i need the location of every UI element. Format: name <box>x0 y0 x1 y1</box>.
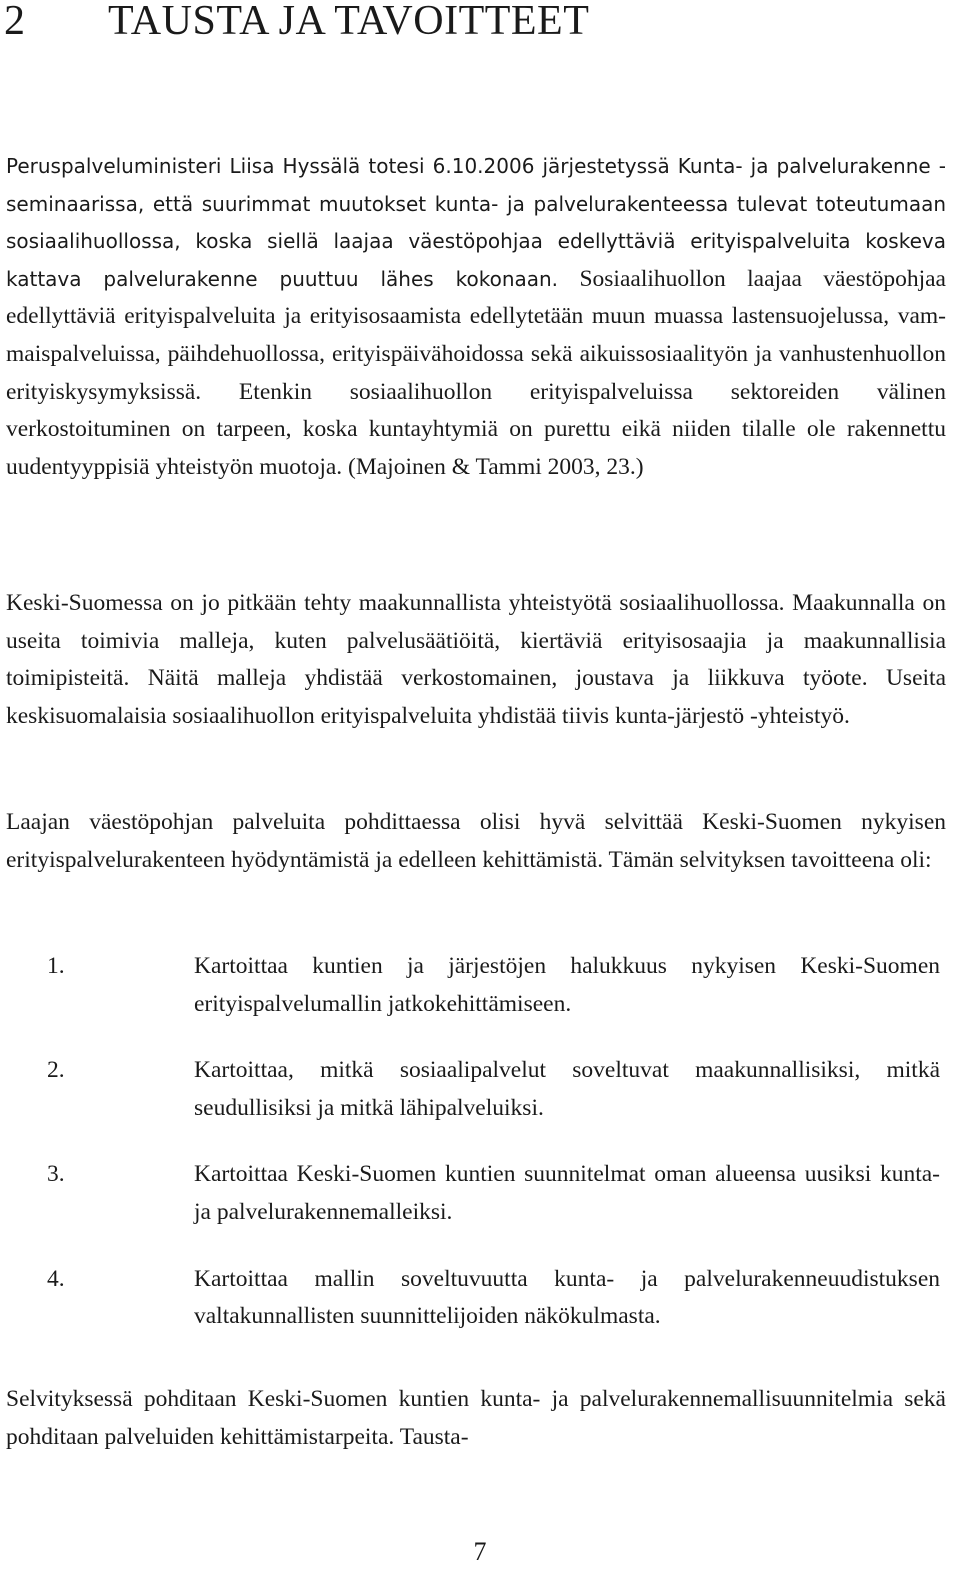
list-item-text: Kartoittaa Keski-Suomen kuntien suunnitelmat oman alueensa uusiksi kunta- ja palvelurakennemalleiksi. <box>194 1161 940 1225</box>
objectives-list <box>0 948 960 1365</box>
list-item-text: Kartoittaa, mitkä sosiaalipalvelut soveltuvat maakunnallisiksi, mitkä seudullisiksi ja mitkä lähipalveluiksi. <box>194 1057 940 1121</box>
paragraph-objectives-intro: Laajan väestöpohjan palveluita pohdittaessa olisi hyvä selvittää Keski-Suomen nykyisen erityispalvelurakenteen hyödyntämistä ja edelleen kehittämistä. Tämän selvityksen tavoitteena oli: <box>6 809 946 873</box>
section-number: 2 <box>4 0 26 44</box>
paragraph-intro <box>6 148 946 486</box>
paragraph-conclusion: Selvityksessä pohditaan Keski-Suomen kuntien kunta- ja palvelurakennemallisuunnitelmia sekä pohditaan palveluiden kehittämistarpeita. Tausta- <box>6 1386 946 1450</box>
list-item-number: 3. <box>47 1161 65 1188</box>
paragraph-keski-suomi: Keski-Suomessa on jo pitkään tehty maakunnallista yhteistyötä sosiaalihuollossa. Maakunnalla on useita toimivia malleja, kuten palvelusäätiöitä, kiertäviä erityisosaajia ja maakunnallisia toimipisteitä. Näitä malleja yhdistää verkostomainen, joustava ja liikkuva työote. Useita keskisuomalaisia sosiaalihuollon erityispalveluita yhdistää tiivis kunta-järjestö -yhteistyö. <box>6 590 946 729</box>
list-item <box>0 1261 960 1357</box>
list-item <box>0 1156 960 1252</box>
paragraph-intro-part-1: Peruspalveluministeri Liisa Hyssälä totesi 6.10.2006 järjestetyssä Kunta- ja palvelurakenne -seminaarissa, että suurimmat muutokset kunta- ja palvelurakenteessa tulevat toteutumaan sosiaalihuollossa, koska siellä laajaa väestöpohjaa edellyttäviä erityispalveluita koskeva kattava palvelurakenne puuttuu lähes kokonaan. <box>6 154 946 291</box>
list-item-number: 2. <box>47 1057 65 1084</box>
list-item-number: 4. <box>47 1265 65 1292</box>
section-heading <box>4 0 944 46</box>
list-item-text: Kartoittaa kuntien ja järjestöjen halukkuus nykyisen Keski-Suomen erityispalvelumallin jatkokehittämiseen. <box>194 953 940 1017</box>
list-item <box>0 948 960 1044</box>
list-item-text: Kartoittaa mallin soveltuvuutta kunta- ja palvelurakenneuudistuksen valtakunnallisten suunnittelijoiden näkökulmasta. <box>194 1265 940 1330</box>
section-title: TAUSTA JA TAVOITTEET <box>108 0 590 44</box>
list-item <box>0 1052 960 1148</box>
list-item-number: 1. <box>47 953 65 979</box>
paragraph-intro-part-2: Sosiaalihuollon laajaa väestöpohjaa edellyttäviä erityispalveluita ja erityisosaamista edellytetään muun muassa lastensuojelussa, vammaispalveluissa, päihdehuollossa, erityispäivähoidossa sekä aikuissosiaalityön ja vanhustenhuollon erityiskysymyksissä. Etenkin sosiaalihuollon erityispalveluissa sektoreiden välinen verkostoituminen on tarpeen, koska kuntayhtymiä on purettu eikä niiden tilalle ole rakennettu uudentyyppisiä yhteistyön muotoja. (Majoinen & Tammi 2003, 23.) <box>6 265 946 480</box>
page-number: 7 <box>473 1537 487 1566</box>
